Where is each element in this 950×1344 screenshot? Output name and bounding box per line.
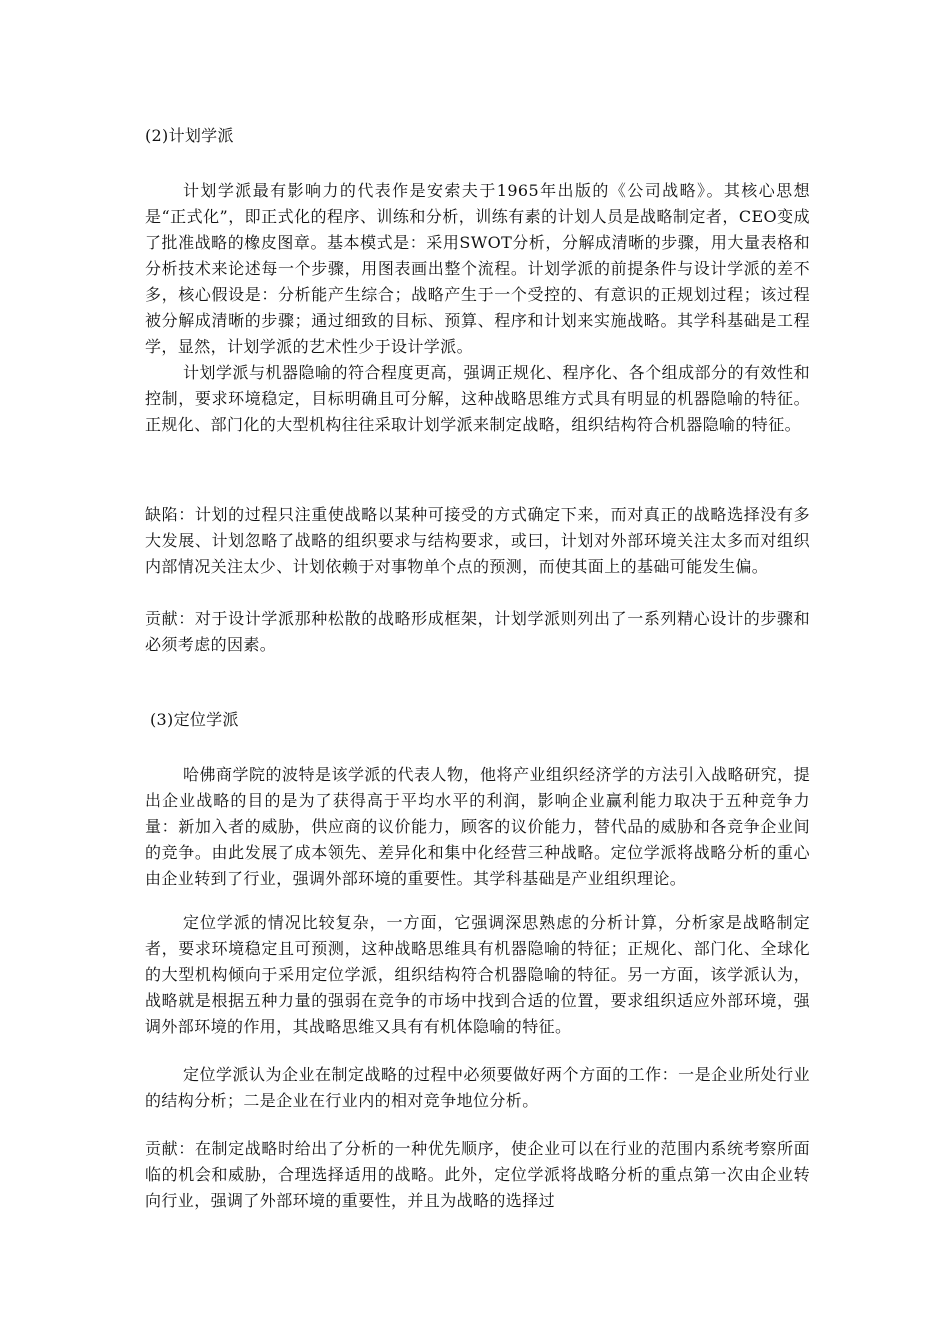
section-3-paragraph-2: 定位学派的情况比较复杂，一方面，它强调深思熟虑的分析计算，分析家是战略制定者，要求环境稳定且可预测，这种战略思维具有机器隐喻的特征；正规化、部门化、全球化的大型机构倾向于采用定位学派，组织结构符合机器隐喻的特征。另一方面，该学派认为，战略就是根据五种力量的强弱在竞争的市场中找到合适的位置，要求组织适应外部环境，强调外部环境的作用，其战略思维又具有有机体隐喻的特征。 bbox=[145, 913, 810, 1036]
section-2-defect: 缺陷：计划的过程只注重使战略以某种可接受的方式确定下来，而对真正的战略选择没有多大发展、计划忽略了战略的组织要求与结构要求，或曰，计划对外部环境关注太多而对组织内部情况关注太少、计划依赖于对事物单个点的预测，而使其面上的基础可能发生偏。 bbox=[145, 505, 810, 576]
section-2-contribution: 贡献：对于设计学派那种松散的战略形成框架，计划学派则列出了一系列精心设计的步骤和必须考虑的因素。 bbox=[145, 609, 810, 654]
section-2-heading: (2)计划学派 bbox=[145, 126, 234, 145]
section-2-paragraph-1: 计划学派最有影响力的代表作是安索夫于1965年出版的《公司战略》。其核心思想是“正式化”，即正式化的程序、训练和分析，训练有素的计划人员是战略制定者，CEO变成了批准战略的橡皮图章。基本模式是：采用SWOT分析，分解成清晰的步骤，用大量表格和分析技术来论述每一个步骤，用图表画出整个流程。计划学派的前提条件与设计学派的差不多，核心假设是：分析能产生综合；战略产生于一个受控的、有意识的正规划过程；该过程被分解成清晰的步骤；通过细致的目标、预算、程序和计划来实施战略。其学科基础是工程学，显然，计划学派的艺术性少于设计学派。 bbox=[145, 181, 810, 356]
section-3-paragraph-1: 哈佛商学院的波特是该学派的代表人物，他将产业组织经济学的方法引入战略研究，提出企业战略的目的是为了获得高于平均水平的利润，影响企业赢利能力取决于五种竞争力量：新加入者的威胁，供应商的议价能力，顾客的议价能力，替代品的威胁和各竞争企业间的竞争。由此发展了成本领先、差异化和集中化经营三种战略。定位学派将战略分析的重心由企业转到了行业，强调外部环境的重要性。其学科基础是产业组织理论。 bbox=[145, 765, 810, 888]
section-3-heading: (3)定位学派 bbox=[150, 710, 239, 729]
section-3-paragraph-3: 定位学派认为企业在制定战略的过程中必须要做好两个方面的工作：一是企业所处行业的结构分析；二是企业在行业内的相对竞争地位分析。 bbox=[145, 1065, 810, 1110]
section-3-contribution: 贡献：在制定战略时给出了分析的一种优先顺序，使企业可以在行业的范围内系统考察所面临的机会和威胁，合理选择适用的战略。此外，定位学派将战略分析的重点第一次由企业转向行业，强调了外部环境的重要性，并且为战略的选择过 bbox=[145, 1139, 810, 1210]
section-2-paragraph-2: 计划学派与机器隐喻的符合程度更高，强调正规化、程序化、各个组成部分的有效性和控制，要求环境稳定，目标明确且可分解，这种战略思维方式具有明显的机器隐喻的特征。正规化、部门化的大型机构往往采取计划学派来制定战略，组织结构符合机器隐喻的特征。 bbox=[145, 363, 810, 434]
